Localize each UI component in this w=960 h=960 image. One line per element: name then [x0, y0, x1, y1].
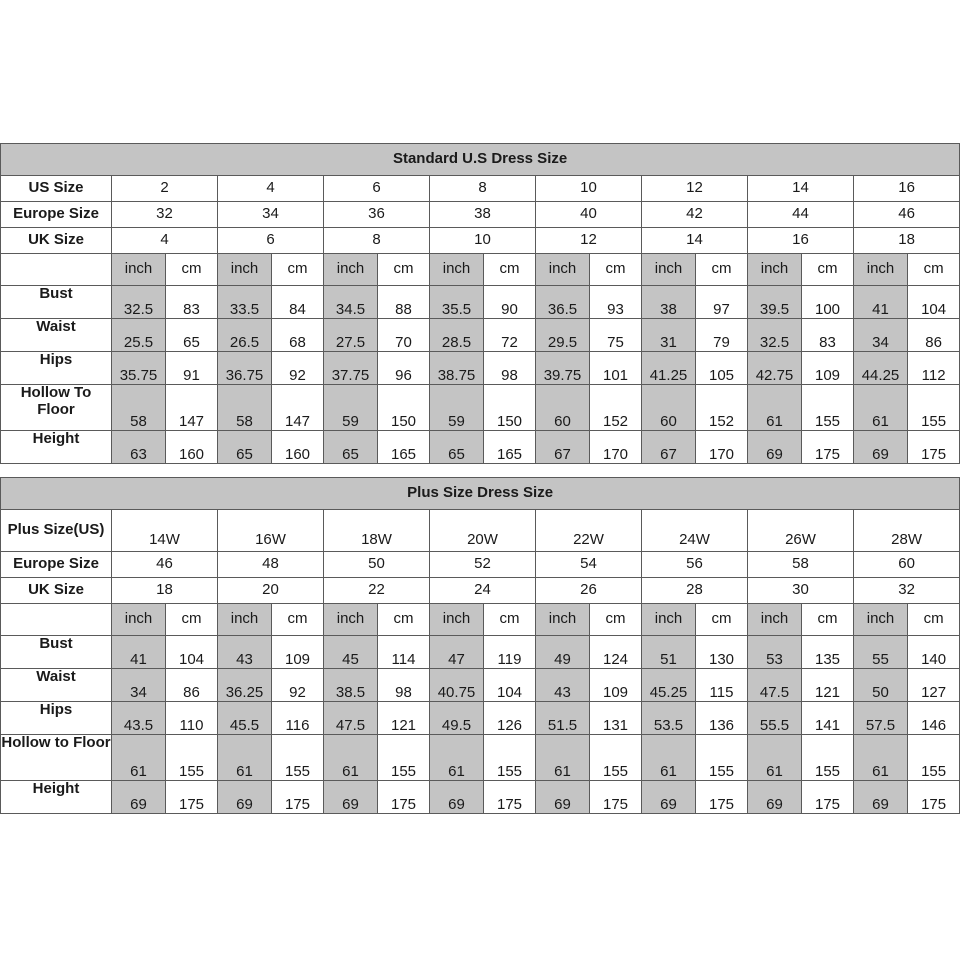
unit-inch-header: inch: [324, 254, 378, 286]
size-value: 26W: [748, 510, 854, 552]
measure-cm-value: 70: [378, 319, 430, 352]
measure-cm-value: 115: [696, 669, 748, 702]
measure-cm-value: 104: [166, 636, 218, 669]
measure-inch-value: 67: [642, 431, 696, 464]
measure-cm-value: 175: [696, 781, 748, 814]
standard-measure-row: [1, 431, 960, 464]
measure-inch-value: 41: [854, 286, 908, 319]
size-value: 6: [218, 228, 324, 254]
measure-cm-value: 83: [802, 319, 854, 352]
measure-inch-value: 61: [218, 735, 272, 781]
standard-measure-row: [1, 286, 960, 319]
measure-inch-value: 25.5: [112, 319, 166, 352]
measure-cm-value: 101: [590, 352, 642, 385]
unit-inch-header: inch: [536, 254, 590, 286]
size-value: 4: [218, 176, 324, 202]
size-chart-table: [0, 143, 960, 814]
unit-inch-header: inch: [218, 254, 272, 286]
measure-cm-value: 109: [802, 352, 854, 385]
measure-cm-value: 175: [378, 781, 430, 814]
measure-cm-value: 90: [484, 286, 536, 319]
measure-inch-value: 47.5: [324, 702, 378, 735]
measure-cm-value: 72: [484, 319, 536, 352]
measure-cm-value: 109: [590, 669, 642, 702]
measure-cm-value: 97: [696, 286, 748, 319]
measure-label: Hips: [1, 702, 112, 735]
measure-cm-value: 92: [272, 352, 324, 385]
measure-inch-value: 38.75: [430, 352, 484, 385]
standard-size-row: [1, 176, 960, 202]
unit-inch-header: inch: [854, 254, 908, 286]
measure-inch-value: 69: [536, 781, 590, 814]
measure-cm-value: 88: [378, 286, 430, 319]
size-value: 28W: [854, 510, 960, 552]
size-value: 28: [642, 578, 748, 604]
spacer-cell: [1, 464, 960, 478]
unit-cm-header: cm: [908, 254, 960, 286]
measure-cm-value: 152: [590, 385, 642, 431]
measure-inch-value: 65: [218, 431, 272, 464]
measure-inch-value: 69: [748, 431, 802, 464]
measure-inch-value: 47: [430, 636, 484, 669]
measure-inch-value: 26.5: [218, 319, 272, 352]
unit-cm-header: cm: [484, 604, 536, 636]
plus-measure-row: [1, 669, 960, 702]
measure-inch-value: 69: [854, 781, 908, 814]
measure-cm-value: 155: [908, 735, 960, 781]
size-value: 60: [854, 552, 960, 578]
unit-cm-header: cm: [484, 254, 536, 286]
size-value: 2: [112, 176, 218, 202]
measure-label: Waist: [1, 669, 112, 702]
measure-cm-value: 146: [908, 702, 960, 735]
measure-cm-value: 68: [272, 319, 324, 352]
measure-cm-value: 175: [802, 781, 854, 814]
measure-cm-value: 147: [272, 385, 324, 431]
measure-inch-value: 43: [218, 636, 272, 669]
measure-cm-value: 121: [802, 669, 854, 702]
measure-cm-value: 121: [378, 702, 430, 735]
unit-cm-header: cm: [378, 254, 430, 286]
plus-measure-row: [1, 735, 960, 781]
measure-inch-value: 41.25: [642, 352, 696, 385]
measure-cm-value: 79: [696, 319, 748, 352]
measure-inch-value: 40.75: [430, 669, 484, 702]
measure-label: Bust: [1, 636, 112, 669]
measure-inch-value: 28.5: [430, 319, 484, 352]
measure-inch-value: 69: [748, 781, 802, 814]
measure-inch-value: 38: [642, 286, 696, 319]
measure-inch-value: 34: [854, 319, 908, 352]
size-value: 10: [536, 176, 642, 202]
row-label: Europe Size: [1, 202, 112, 228]
measure-inch-value: 57.5: [854, 702, 908, 735]
measure-inch-value: 38.5: [324, 669, 378, 702]
size-value: 54: [536, 552, 642, 578]
measure-inch-value: 69: [854, 431, 908, 464]
unit-cm-header: cm: [166, 604, 218, 636]
measure-inch-value: 61: [324, 735, 378, 781]
row-label: UK Size: [1, 578, 112, 604]
measure-inch-value: 36.5: [536, 286, 590, 319]
standard-size-row: [1, 228, 960, 254]
measure-label: Height: [1, 431, 112, 464]
measure-inch-value: 53: [748, 636, 802, 669]
measure-inch-value: 69: [218, 781, 272, 814]
measure-inch-value: 36.75: [218, 352, 272, 385]
unit-inch-header: inch: [112, 604, 166, 636]
measure-inch-value: 69: [112, 781, 166, 814]
size-chart: [0, 143, 960, 814]
measure-cm-value: 155: [378, 735, 430, 781]
measure-cm-value: 124: [590, 636, 642, 669]
size-value: 46: [112, 552, 218, 578]
measure-cm-value: 155: [908, 385, 960, 431]
standard-measure-row: [1, 319, 960, 352]
measure-inch-value: 61: [748, 385, 802, 431]
measure-cm-value: 170: [696, 431, 748, 464]
unit-inch-header: inch: [536, 604, 590, 636]
measure-cm-value: 175: [484, 781, 536, 814]
row-label: Plus Size(US): [1, 510, 112, 552]
unit-inch-header: inch: [748, 604, 802, 636]
measure-label: Waist: [1, 319, 112, 352]
measure-cm-value: 96: [378, 352, 430, 385]
measure-inch-value: 49.5: [430, 702, 484, 735]
measure-cm-value: 109: [272, 636, 324, 669]
measure-inch-value: 29.5: [536, 319, 590, 352]
measure-cm-value: 83: [166, 286, 218, 319]
size-value: 16W: [218, 510, 324, 552]
size-value: 44: [748, 202, 854, 228]
measure-cm-value: 140: [908, 636, 960, 669]
measure-inch-value: 31: [642, 319, 696, 352]
measure-inch-value: 65: [324, 431, 378, 464]
unit-inch-header: inch: [430, 604, 484, 636]
size-value: 12: [642, 176, 748, 202]
measure-inch-value: 61: [430, 735, 484, 781]
measure-inch-value: 35.75: [112, 352, 166, 385]
measure-inch-value: 50: [854, 669, 908, 702]
unit-cm-header: cm: [590, 604, 642, 636]
unit-row-label: [1, 254, 112, 286]
plus-title-row: [1, 478, 960, 510]
measure-label: Hips: [1, 352, 112, 385]
measure-inch-value: 44.25: [854, 352, 908, 385]
measure-inch-value: 39.75: [536, 352, 590, 385]
measure-cm-value: 114: [378, 636, 430, 669]
measure-label: Hollow to Floor: [1, 735, 112, 781]
measure-cm-value: 112: [908, 352, 960, 385]
measure-cm-value: 155: [802, 385, 854, 431]
unit-cm-header: cm: [802, 604, 854, 636]
measure-cm-value: 92: [272, 669, 324, 702]
measure-cm-value: 100: [802, 286, 854, 319]
unit-cm-header: cm: [696, 604, 748, 636]
measure-cm-value: 65: [166, 319, 218, 352]
measure-cm-value: 98: [484, 352, 536, 385]
plus-measure-row: [1, 636, 960, 669]
measure-cm-value: 131: [590, 702, 642, 735]
measure-inch-value: 59: [430, 385, 484, 431]
unit-cm-header: cm: [802, 254, 854, 286]
size-value: 12: [536, 228, 642, 254]
measure-inch-value: 69: [430, 781, 484, 814]
measure-cm-value: 147: [166, 385, 218, 431]
unit-row-label: [1, 604, 112, 636]
standard-measure-row: [1, 385, 960, 431]
measure-cm-value: 175: [908, 781, 960, 814]
measure-inch-value: 45.25: [642, 669, 696, 702]
measure-cm-value: 98: [378, 669, 430, 702]
measure-cm-value: 130: [696, 636, 748, 669]
measure-cm-value: 155: [484, 735, 536, 781]
size-value: 10: [430, 228, 536, 254]
measure-cm-value: 126: [484, 702, 536, 735]
measure-inch-value: 51: [642, 636, 696, 669]
measure-inch-value: 32.5: [112, 286, 166, 319]
size-value: 14: [748, 176, 854, 202]
plus-unit-row: [1, 604, 960, 636]
measure-cm-value: 152: [696, 385, 748, 431]
measure-inch-value: 67: [536, 431, 590, 464]
size-value: 52: [430, 552, 536, 578]
measure-inch-value: 43: [536, 669, 590, 702]
measure-cm-value: 165: [378, 431, 430, 464]
unit-inch-header: inch: [748, 254, 802, 286]
size-value: 32: [854, 578, 960, 604]
measure-inch-value: 61: [536, 735, 590, 781]
size-value: 38: [430, 202, 536, 228]
measure-inch-value: 60: [642, 385, 696, 431]
measure-cm-value: 165: [484, 431, 536, 464]
standard-section-title: Standard U.S Dress Size: [1, 144, 960, 176]
measure-inch-value: 53.5: [642, 702, 696, 735]
measure-cm-value: 170: [590, 431, 642, 464]
measure-inch-value: 59: [324, 385, 378, 431]
unit-inch-header: inch: [854, 604, 908, 636]
measure-inch-value: 33.5: [218, 286, 272, 319]
row-label: UK Size: [1, 228, 112, 254]
measure-inch-value: 45: [324, 636, 378, 669]
unit-cm-header: cm: [166, 254, 218, 286]
measure-cm-value: 155: [272, 735, 324, 781]
measure-cm-value: 175: [802, 431, 854, 464]
measure-cm-value: 175: [590, 781, 642, 814]
size-value: 14: [642, 228, 748, 254]
unit-cm-header: cm: [272, 254, 324, 286]
measure-cm-value: 104: [484, 669, 536, 702]
measure-inch-value: 36.25: [218, 669, 272, 702]
size-value: 42: [642, 202, 748, 228]
measure-cm-value: 155: [696, 735, 748, 781]
measure-inch-value: 45.5: [218, 702, 272, 735]
measure-inch-value: 49: [536, 636, 590, 669]
size-value: 36: [324, 202, 430, 228]
unit-cm-header: cm: [696, 254, 748, 286]
measure-inch-value: 58: [112, 385, 166, 431]
unit-inch-header: inch: [324, 604, 378, 636]
measure-cm-value: 175: [908, 431, 960, 464]
unit-cm-header: cm: [272, 604, 324, 636]
measure-inch-value: 63: [112, 431, 166, 464]
standard-title-row: [1, 144, 960, 176]
unit-inch-header: inch: [642, 254, 696, 286]
plus-size-row: [1, 510, 960, 552]
measure-label: Height: [1, 781, 112, 814]
measure-inch-value: 55: [854, 636, 908, 669]
plus-size-row: [1, 578, 960, 604]
measure-inch-value: 51.5: [536, 702, 590, 735]
size-value: 24W: [642, 510, 748, 552]
measure-cm-value: 136: [696, 702, 748, 735]
measure-cm-value: 93: [590, 286, 642, 319]
measure-label: Bust: [1, 286, 112, 319]
standard-measure-row: [1, 352, 960, 385]
unit-inch-header: inch: [112, 254, 166, 286]
measure-cm-value: 175: [166, 781, 218, 814]
plus-section-title: Plus Size Dress Size: [1, 478, 960, 510]
measure-cm-value: 160: [166, 431, 218, 464]
size-value: 50: [324, 552, 430, 578]
section-spacer: [1, 464, 960, 478]
measure-inch-value: 60: [536, 385, 590, 431]
measure-inch-value: 41: [112, 636, 166, 669]
measure-cm-value: 127: [908, 669, 960, 702]
size-value: 18W: [324, 510, 430, 552]
measure-cm-value: 116: [272, 702, 324, 735]
measure-inch-value: 27.5: [324, 319, 378, 352]
size-value: 18: [112, 578, 218, 604]
measure-cm-value: 86: [908, 319, 960, 352]
measure-cm-value: 75: [590, 319, 642, 352]
unit-cm-header: cm: [908, 604, 960, 636]
measure-inch-value: 61: [854, 385, 908, 431]
size-value: 58: [748, 552, 854, 578]
row-label: US Size: [1, 176, 112, 202]
measure-inch-value: 34.5: [324, 286, 378, 319]
measure-cm-value: 160: [272, 431, 324, 464]
size-value: 20: [218, 578, 324, 604]
measure-inch-value: 39.5: [748, 286, 802, 319]
measure-inch-value: 43.5: [112, 702, 166, 735]
size-value: 32: [112, 202, 218, 228]
unit-inch-header: inch: [218, 604, 272, 636]
size-value: 22W: [536, 510, 642, 552]
plus-measure-row: [1, 702, 960, 735]
size-value: 14W: [112, 510, 218, 552]
measure-inch-value: 69: [324, 781, 378, 814]
measure-inch-value: 61: [642, 735, 696, 781]
measure-cm-value: 175: [272, 781, 324, 814]
plus-measure-row: [1, 781, 960, 814]
measure-cm-value: 150: [378, 385, 430, 431]
measure-inch-value: 32.5: [748, 319, 802, 352]
measure-inch-value: 42.75: [748, 352, 802, 385]
measure-cm-value: 105: [696, 352, 748, 385]
size-value: 16: [854, 176, 960, 202]
measure-inch-value: 69: [642, 781, 696, 814]
unit-cm-header: cm: [378, 604, 430, 636]
measure-cm-value: 150: [484, 385, 536, 431]
size-value: 40: [536, 202, 642, 228]
unit-cm-header: cm: [590, 254, 642, 286]
measure-cm-value: 135: [802, 636, 854, 669]
measure-inch-value: 37.75: [324, 352, 378, 385]
plus-size-row: [1, 552, 960, 578]
unit-inch-header: inch: [642, 604, 696, 636]
measure-inch-value: 65: [430, 431, 484, 464]
size-value: 6: [324, 176, 430, 202]
measure-inch-value: 61: [854, 735, 908, 781]
measure-inch-value: 34: [112, 669, 166, 702]
size-value: 56: [642, 552, 748, 578]
measure-cm-value: 84: [272, 286, 324, 319]
measure-cm-value: 155: [166, 735, 218, 781]
measure-inch-value: 61: [748, 735, 802, 781]
size-value: 22: [324, 578, 430, 604]
size-value: 46: [854, 202, 960, 228]
measure-cm-value: 91: [166, 352, 218, 385]
size-value: 4: [112, 228, 218, 254]
measure-inch-value: 61: [112, 735, 166, 781]
measure-label: Hollow To Floor: [1, 385, 112, 431]
measure-cm-value: 86: [166, 669, 218, 702]
size-value: 26: [536, 578, 642, 604]
measure-inch-value: 47.5: [748, 669, 802, 702]
unit-inch-header: inch: [430, 254, 484, 286]
size-value: 34: [218, 202, 324, 228]
size-value: 8: [324, 228, 430, 254]
measure-cm-value: 155: [802, 735, 854, 781]
measure-cm-value: 119: [484, 636, 536, 669]
standard-size-row: [1, 202, 960, 228]
standard-unit-row: [1, 254, 960, 286]
measure-cm-value: 110: [166, 702, 218, 735]
measure-inch-value: 58: [218, 385, 272, 431]
size-value: 30: [748, 578, 854, 604]
size-value: 20W: [430, 510, 536, 552]
size-value: 18: [854, 228, 960, 254]
measure-cm-value: 141: [802, 702, 854, 735]
measure-inch-value: 55.5: [748, 702, 802, 735]
size-value: 16: [748, 228, 854, 254]
row-label: Europe Size: [1, 552, 112, 578]
measure-inch-value: 35.5: [430, 286, 484, 319]
size-value: 24: [430, 578, 536, 604]
size-value: 48: [218, 552, 324, 578]
size-value: 8: [430, 176, 536, 202]
measure-cm-value: 104: [908, 286, 960, 319]
measure-cm-value: 155: [590, 735, 642, 781]
